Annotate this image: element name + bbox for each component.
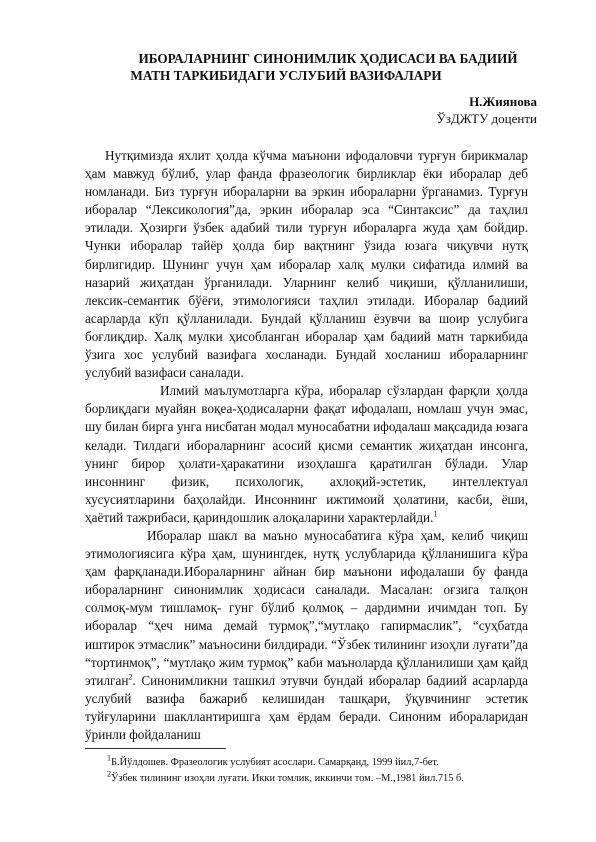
footnote-ref-1: 1 — [433, 509, 438, 519]
footnote-2-text: Ўзбек тилининг изоҳли луғати. Икки томлик, иккинчи том. –М.,1981 йил.715 б. — [111, 773, 464, 784]
paragraph-2-text: Илмий маълумотларга кўра, иборалар сўзлардан фарқли ҳолда борлиқдаги муайян воқеа-ҳодисаларни фақат ифодалаш, номлаш учун эмас, шу билан бирга унга нисбатан модал муносабатни ифодалаш мақсадида юзага келади. Тилдаги ибораларнинг асосий қисми семантик жиҳатдан инсонга, унинг бирор ҳолати-ҳаракатини изоҳлашга қаратилган бўлади. Улар инсоннинг физик, психологик, ахлоқий-эстетик, интеллектуал хусусиятларини баҳолайди. Инсоннинг ижтимоий ҳолатини, касби, ёши, ҳаётий тажрибаси, қариндошлик алоқаларини характерлайди. — [85, 383, 528, 525]
footnote-2-mark: 2 — [107, 769, 111, 779]
article-title-line-1: ИБОРАЛАРНИНГ СИНОНИМЛИК ҲОДИСАСИ ВА БАДИИЙ — [138, 51, 518, 66]
author-name: Н.Жиянова — [469, 94, 537, 109]
footnote-ref-2: 2 — [128, 672, 133, 682]
footnote-1-text: Б.Йўлдошев. Фразеологик услубият асослари. Самарқанд, 1999 йил,7-бет. — [111, 757, 439, 768]
footnote-1-mark: 1 — [107, 753, 111, 763]
footnote-1 — [107, 753, 439, 770]
footnote-2 — [107, 769, 464, 786]
article-body — [85, 147, 528, 744]
footnote-divider — [85, 748, 226, 749]
article-title-line-2: МАТН ТАРКИБИДАГИ УСЛУБИЙ ВАЗИФАЛАРИ — [130, 68, 442, 83]
paragraph-3-text-b: . Синонимликни ташкил этувчи бундай иборалар бадиий асарларда услубий вазифа бажариб келишидан ташқари, ўқувчининг эстетик туйғуларини шакллантиришга ҳам ёрдам беради. Синоним ибораларидан ўринли фойдаланиш — [85, 672, 528, 742]
paragraph-1: Нутқимизда яхлит ҳолда кўчма маънони ифодаловчи турғун бирикмалар ҳам мавжуд бўлиб, улар фанда фразеологик бирликлар ёки иборалар деб номланади. Биз турғун ибораларни ва эркин ибораларни ўрганамиз. Турғун иборалар “Лексикология”да, эркин иборалар эса “Синтаксис” да таҳлил этилади. Ҳозирги ўзбек адабий тили турғун ибораларга жуда ҳам бойдир. Чунки иборалар тайёр ҳолда бир вақтнинг ўзида юзага чиқувчи нутқ бирлигидир. Шунинг учун ҳам иборалар халқ мулки сифатида илмий ва назарий жиҳатдан ўрганилади. Уларнинг келиб чиқиши, қўлланилиши, лексик-семантик бўёғи, этимологияси таҳлил этилади. Иборалар бадиий асарларда кўп қўлланилади. Бундай қўлланиш ёзувчи ва шоир услубига боғлиқдир. Халқ мулки ҳисобланган иборалар ҳам бадиий матн таркибида ўзига хос услубий вазифага хосланади. Бундай хосланиш ибораларнинг услубий вазифаси саналади. — [85, 148, 528, 381]
author-affiliation: ЎзДЖТУ доценти — [436, 111, 537, 126]
paragraph-2 — [85, 382, 528, 527]
paragraph-3-text-a: Иборалар шакл ва маъно муносабатига кўра ҳам, келиб чиқиш этимологиясига кўра ҳам, шунингдек, нутқ услубларида қўлланишига кўра ҳам фарқланади.Ибораларнинг айнан бир маънони ифодалаши бу фанда ибораларнинг синонимлик ҳодисаси саналади. Масалан: оғзига талқон солмоқ-мум тишламоқ- гунг бўлиб қолмоқ – дардимни ичимдан топ. Бу иборалар “ҳеч нима демай турмоқ”,“мутлақо гапирмаслик”, “суҳбатда иштирок этмаслик” маъносини билдиради. “Ўзбек тилининг изоҳли луғати”да “тортинмоқ”, “мутлақо жим турмоқ” каби маъноларда қўлланилиши ҳам қайд этилган — [85, 527, 528, 688]
paragraph-3 — [85, 527, 528, 744]
